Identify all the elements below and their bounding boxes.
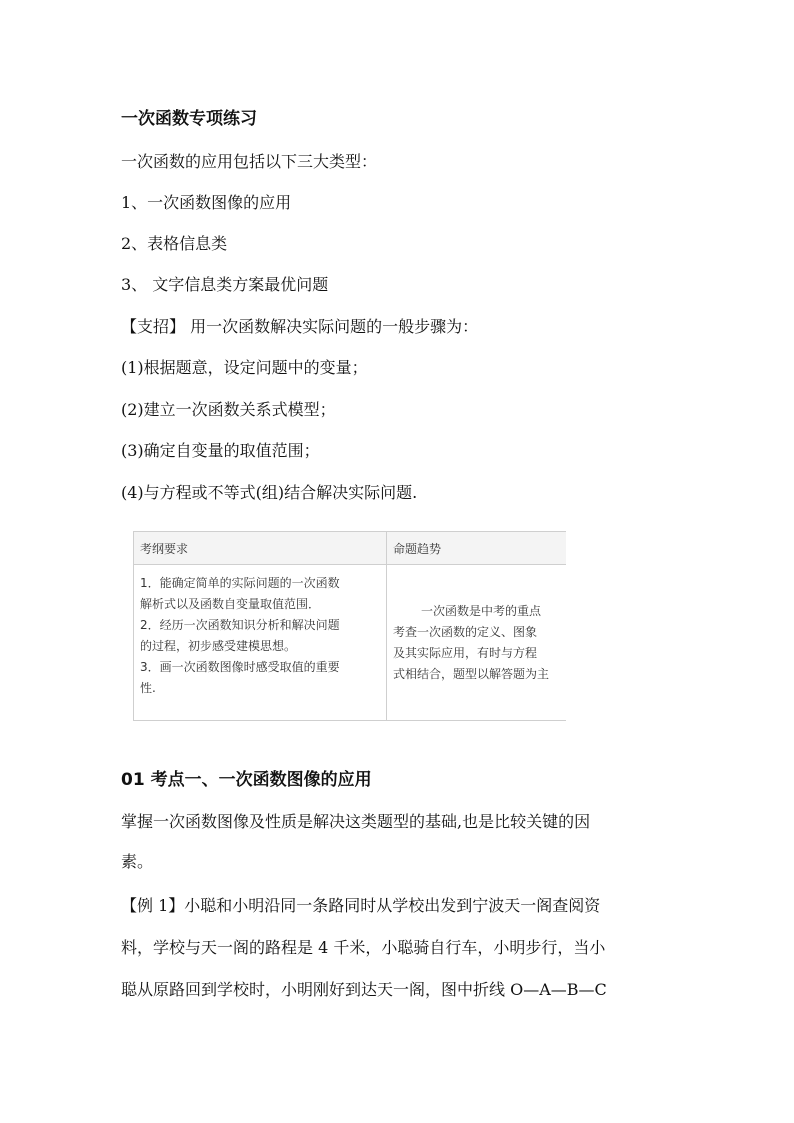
trend-line: 式相结合，题型以解答题为主 [393,666,550,681]
trend-line: 及其实际应用，有时与方程 [393,645,538,660]
step-item: (3)确定自变量的取值范围； [121,441,320,460]
requirement-line: 2．经历一次函数知识分析和解决问题 [140,618,340,632]
trend-line: 考查一次函数的定义、图象 [393,624,538,639]
section-text-line: 掌握一次函数图像及性质是解决这类题型的基础,也是比较关键的因 [121,812,591,831]
example-line: 【例 1】小聪和小明沿同一条路同时从学校出发到宁波天一阁查阅资 [121,896,601,915]
type-item: 2、表格信息类 [121,234,228,253]
table-header-trend: 命题趋势 [387,532,567,565]
requirement-line: 3．画一次函数图像时感受取值的重要 [140,660,340,674]
trend-line: 一次函数是中考的重点 [421,603,542,618]
section-text-line: 素。 [121,852,154,871]
tip-text: 【支招】 用一次函数解决实际问题的一般步骤为： [121,317,479,336]
step-item: (2)建立一次函数关系式模型； [121,400,336,419]
trend-cell [387,565,567,721]
section-title: 01 考点一、一次函数图像的应用 [121,770,372,790]
intro-text: 一次函数的应用包括以下三大类型： [121,152,378,171]
requirement-line: 解析式以及函数自变量取值范围． [140,597,321,611]
type-item: 3、 文字信息类方案最优问题 [121,275,329,294]
requirement-line: 性. [140,681,156,695]
step-item: (1)根据题意，设定问题中的变量； [121,358,368,377]
example-line: 聪从原路回到学校时，小明刚好到达天一阁，图中折线 O—A—B—C [121,980,607,999]
requirement-line: 1．能确定简单的实际问题的一次函数 [140,576,340,590]
page-title: 一次函数专项练习 [121,109,257,129]
requirement-line: 的过程，初步感受建模思想。 [140,639,297,653]
syllabus-table [133,531,566,721]
requirements-cell [134,565,387,721]
example-line: 料，学校与天一阁的路程是 4 千米，小聪骑自行车，小明步行，当小 [121,938,606,957]
step-item: (4)与方程或不等式(组)结合解决实际问题. [121,483,418,502]
syllabus-table-image [133,531,566,721]
type-item: 1、一次函数图像的应用 [121,193,292,212]
table-header-requirements: 考纲要求 [134,532,387,565]
